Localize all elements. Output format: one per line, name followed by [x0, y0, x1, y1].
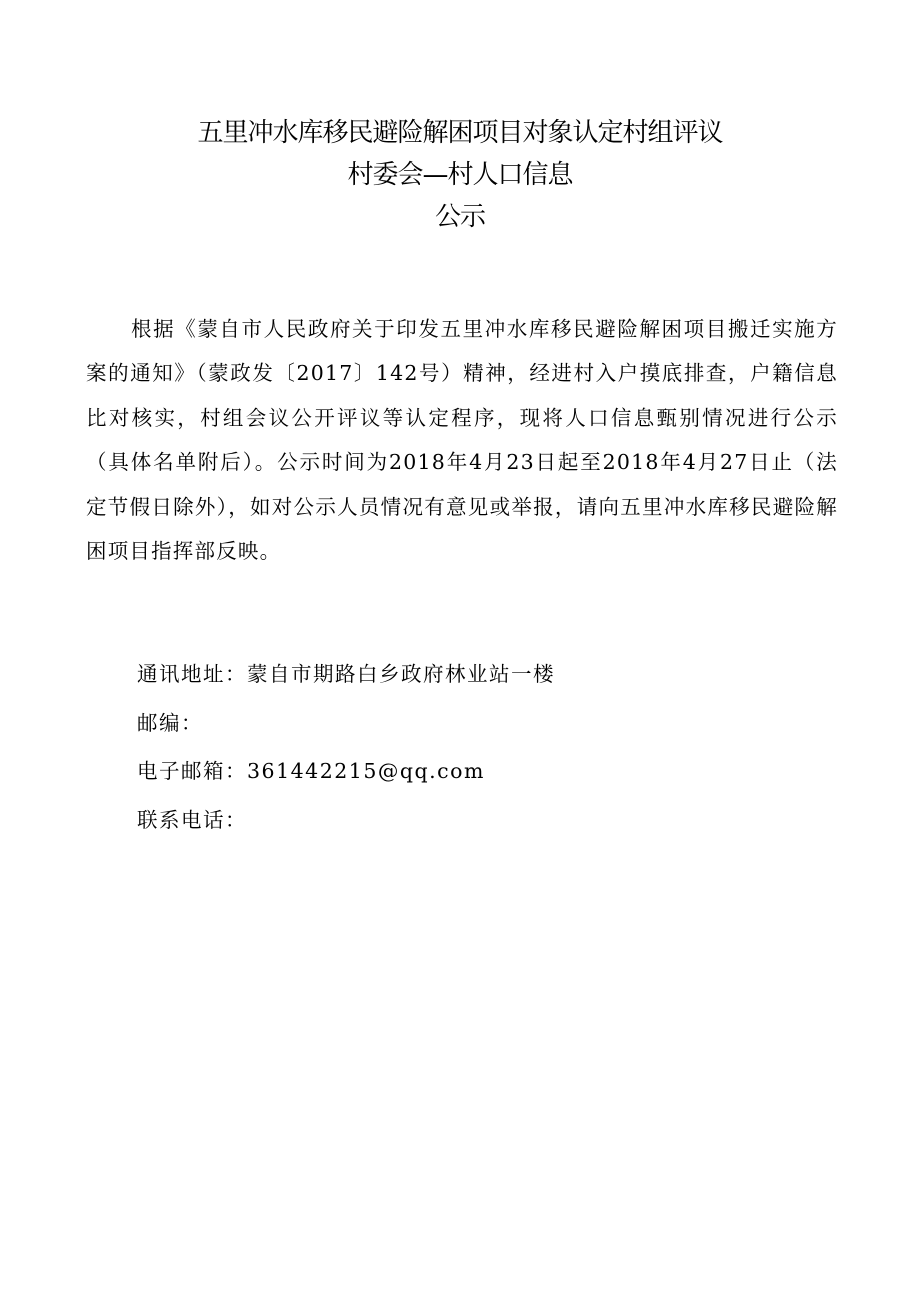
title-line-2: 村委会—村人口信息 [347, 160, 573, 190]
contact-info [137, 650, 837, 844]
title-line-3: 公示 [434, 202, 485, 232]
contact-phone: 联系电话： [137, 807, 247, 832]
contact-address: 通讯地址：蒙自市期路白乡政府林业站一楼 [137, 662, 555, 686]
contact-email: 电子邮箱：361442215@qq.com [137, 759, 485, 783]
document-title [0, 112, 920, 238]
notice-paragraph: 根据《蒙自市人民政府关于印发五里冲水库移民避险解困项目搬迁实施方案的通知》（蒙政发〔2017〕142号）精神，经进村入户摸底排查，户籍信息比对核实，村组会议公开评议等认定程序，现将人口信息甄别情况进行公示（具体名单附后）。公示时间为2018年4月23日起至2018年4月27日止（法定节假日除外），如对公示人员情况有意见或举报，请向五里冲水库移民避险解困项目指挥部反映。 [86, 316, 838, 563]
title-line-1: 五里冲水库移民避险解困项目对象认定村组评议 [197, 118, 723, 148]
contact-postcode: 邮编： [137, 710, 203, 735]
